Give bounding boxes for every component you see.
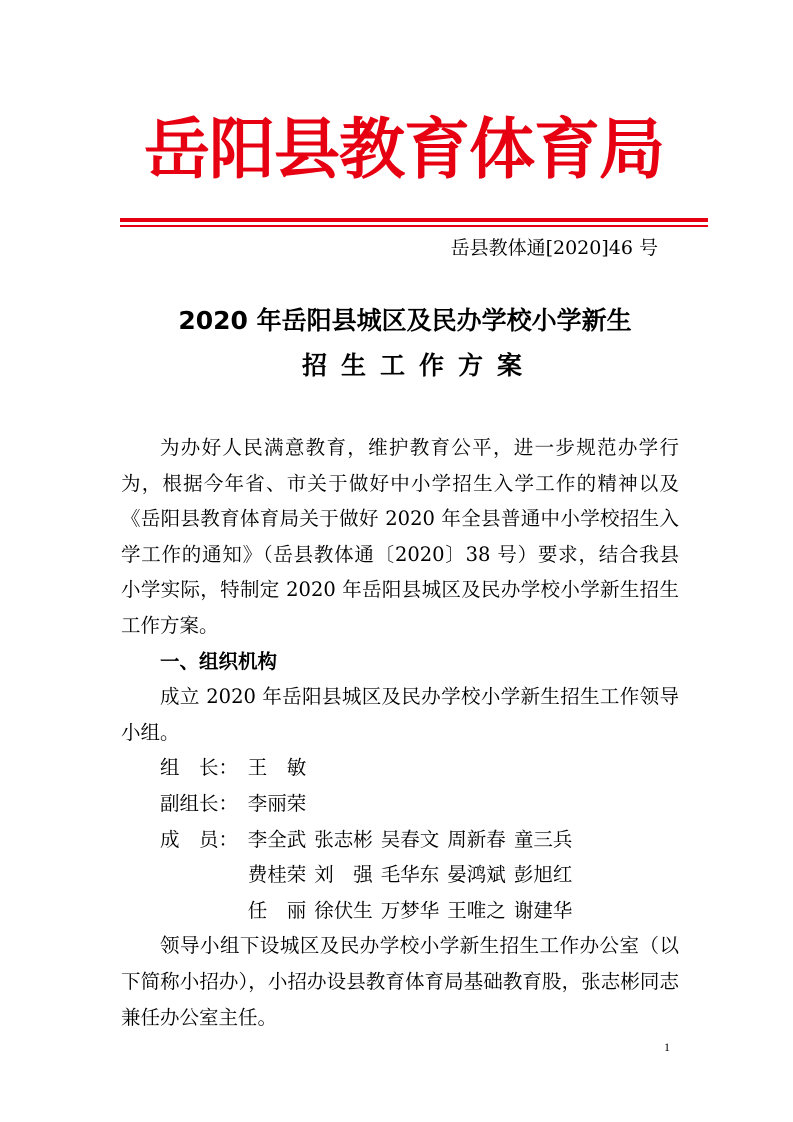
leader-role-label: 组 长： [160, 756, 239, 780]
member-name: 周新春 [447, 827, 506, 851]
members-line [248, 857, 581, 893]
member-name: 彭旭红 [513, 863, 573, 887]
member-name: 童三兵 [513, 827, 573, 851]
member-name: 王唯之 [447, 898, 506, 922]
office-paragraph: 领导小组下设城区及民办学校小学新生招生工作办公室（以下简称小招办），小招办设县教育体育局基础教育股，张志彬同志兼任办公室主任。 [121, 934, 679, 1029]
section-paragraph: 成立 2020 年岳阳县城区及民办学校小学新生招生工作领导小组。 [121, 685, 679, 744]
member-name: 李全武 [247, 827, 307, 851]
members-names [248, 822, 581, 929]
members-role-label: 成 员： [160, 827, 239, 851]
member-name: 晏鸿斌 [447, 863, 506, 887]
member-name: 吴春文 [380, 827, 440, 851]
document-number: 岳县教体通[2020]46 号 [450, 237, 658, 259]
masthead-rule-thick [120, 218, 708, 222]
member-name: 张志彬 [314, 827, 373, 851]
members-row [121, 822, 679, 929]
deputy-role-label: 副组长： [160, 791, 239, 815]
page-number: 1 [664, 1040, 670, 1054]
document-title-line-2: 招生工作方案 [301, 351, 536, 380]
masthead-title: 岳阳县教育体育局 [144, 111, 664, 188]
member-name: 刘 强 [314, 863, 373, 887]
members-line [248, 893, 581, 929]
deputy-row [121, 786, 679, 822]
members-line [248, 822, 581, 858]
deputy-name: 李丽荣 [247, 791, 307, 815]
member-name: 万梦华 [380, 898, 440, 922]
document-body [121, 430, 679, 1035]
leader-row [121, 750, 679, 786]
intro-paragraph: 为办好人民满意教育，维护教育公平，进一步规范办学行为，根据今年省、市关于做好中小学招生入学工作的精神以及《岳阳县教育体育局关于做好 2020 年全县普通中小学校招生入学工作的通知》（岳县教体通〔2020〕38 号）要求，结合我县小学实际，特制定 2020 年岳阳县城区及民办学校小学新生招生工作方案。 [121, 436, 679, 637]
section-heading: 一、组织机构 [160, 649, 278, 673]
member-name: 毛华东 [380, 863, 440, 887]
masthead-rule-thin [120, 225, 708, 227]
document-title-line-1: 2020 年岳阳县城区及民办学校小学新生 [178, 306, 632, 335]
leader-name: 王 敏 [247, 756, 307, 780]
member-name: 任 丽 [247, 898, 307, 922]
member-name: 费桂荣 [247, 863, 307, 887]
member-name: 谢建华 [513, 898, 573, 922]
member-name: 徐伏生 [314, 898, 373, 922]
